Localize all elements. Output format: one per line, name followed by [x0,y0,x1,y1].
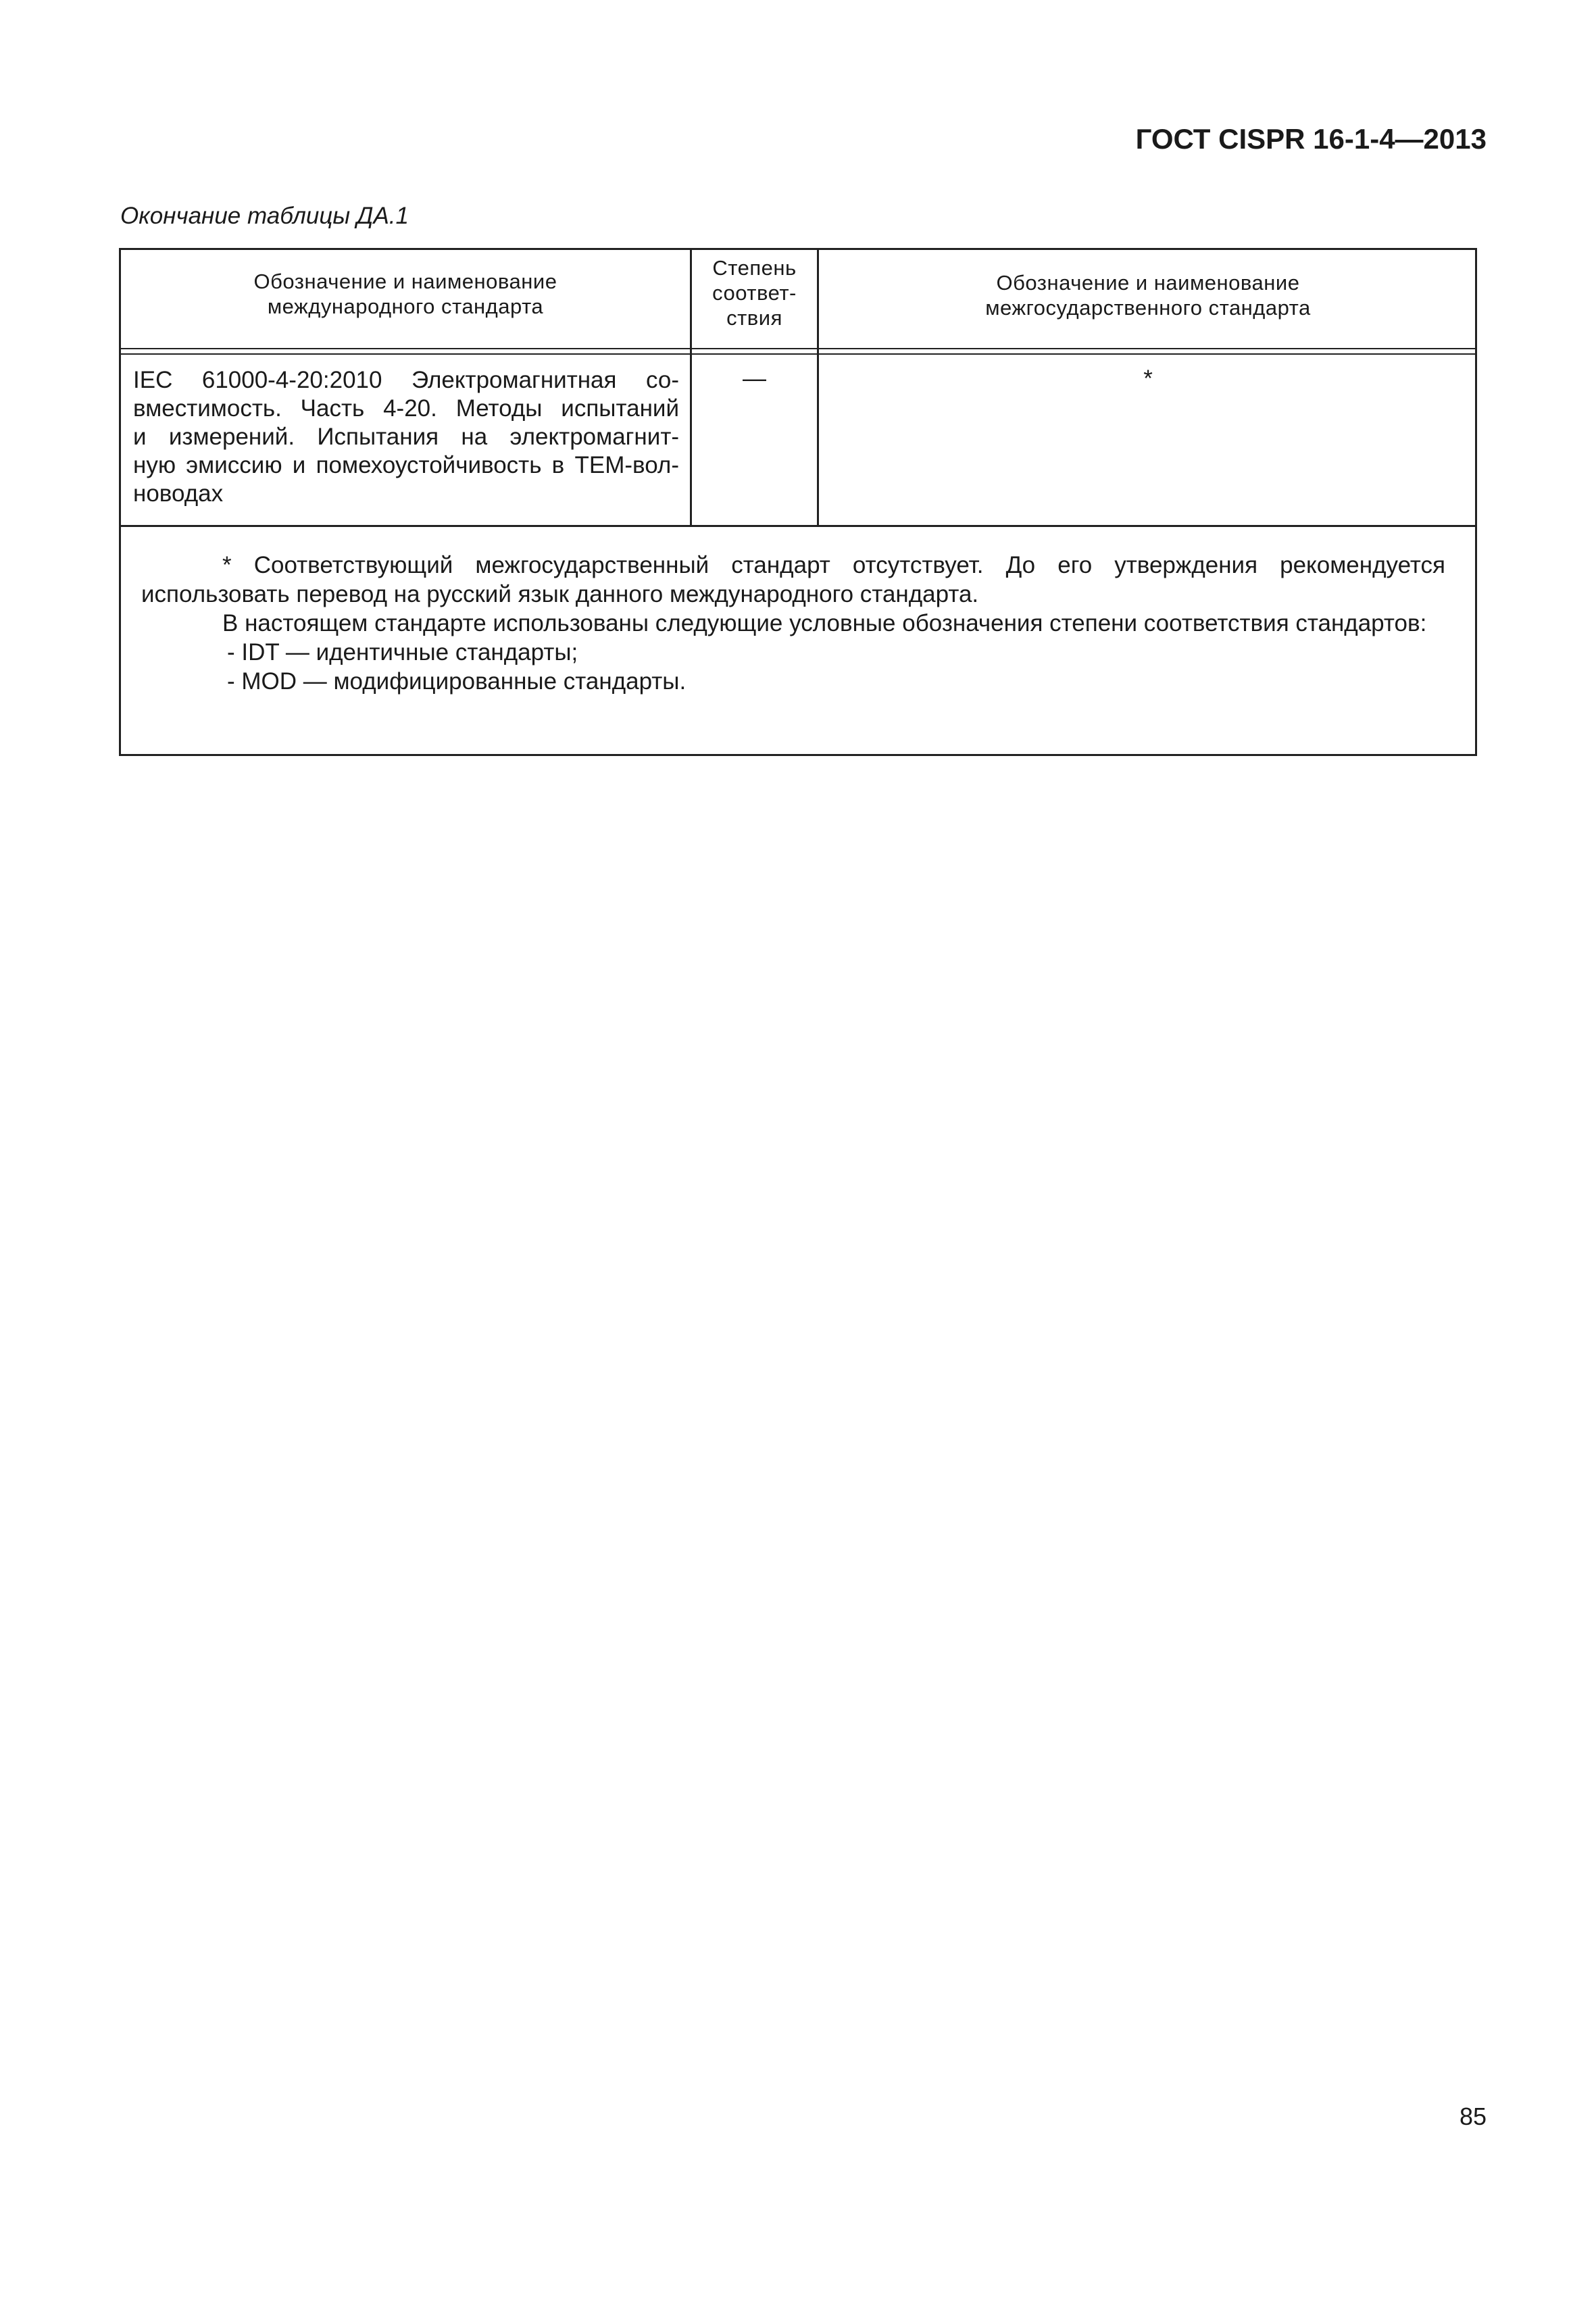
cell-degree: — [743,366,766,392]
header-international: Обозначение и наименование международного стандарта [253,270,557,318]
header-degree: Степень соответ- ствия [712,256,797,330]
legend-item: - IDT — идентичные стандарты; [227,639,578,665]
standards-table [119,248,1477,756]
note-divider [121,525,1475,527]
footnote: * Соответствующий межгосударственный стандарт отсутствует. До его утверждения рекомендуется использовать перевод на русский язык данного международного стандарта. [141,552,1445,607]
header-divider [121,348,1475,349]
document-code: ГОСТ CISPR 16-1-4—2013 [1135,123,1487,155]
legend-item: - MOD — модифицированные стандарты. [227,668,687,695]
table-caption: Окончание таблицы ДА.1 [120,203,409,229]
cell-international-standard: IEC 61000-4-20:2010 Электромагнитная со- вместимость. Часть 4-20. Методы испытаний и измерений. Испытания на электромагнит- ную эмиссию и помехоустойчивость в ТЕМ-вол- новодах [133,367,679,507]
legend-intro: В настоящем стандарте использованы следующие условные обозначения степени соответствия стандартов: [222,610,1427,636]
table-note [141,551,1445,696]
header-interstate: Обозначение и наименование межгосударственного стандарта [985,271,1311,320]
page-number: 85 [1459,2103,1487,2130]
cell-interstate-standard: * [1143,366,1153,392]
header-divider [121,353,1475,355]
